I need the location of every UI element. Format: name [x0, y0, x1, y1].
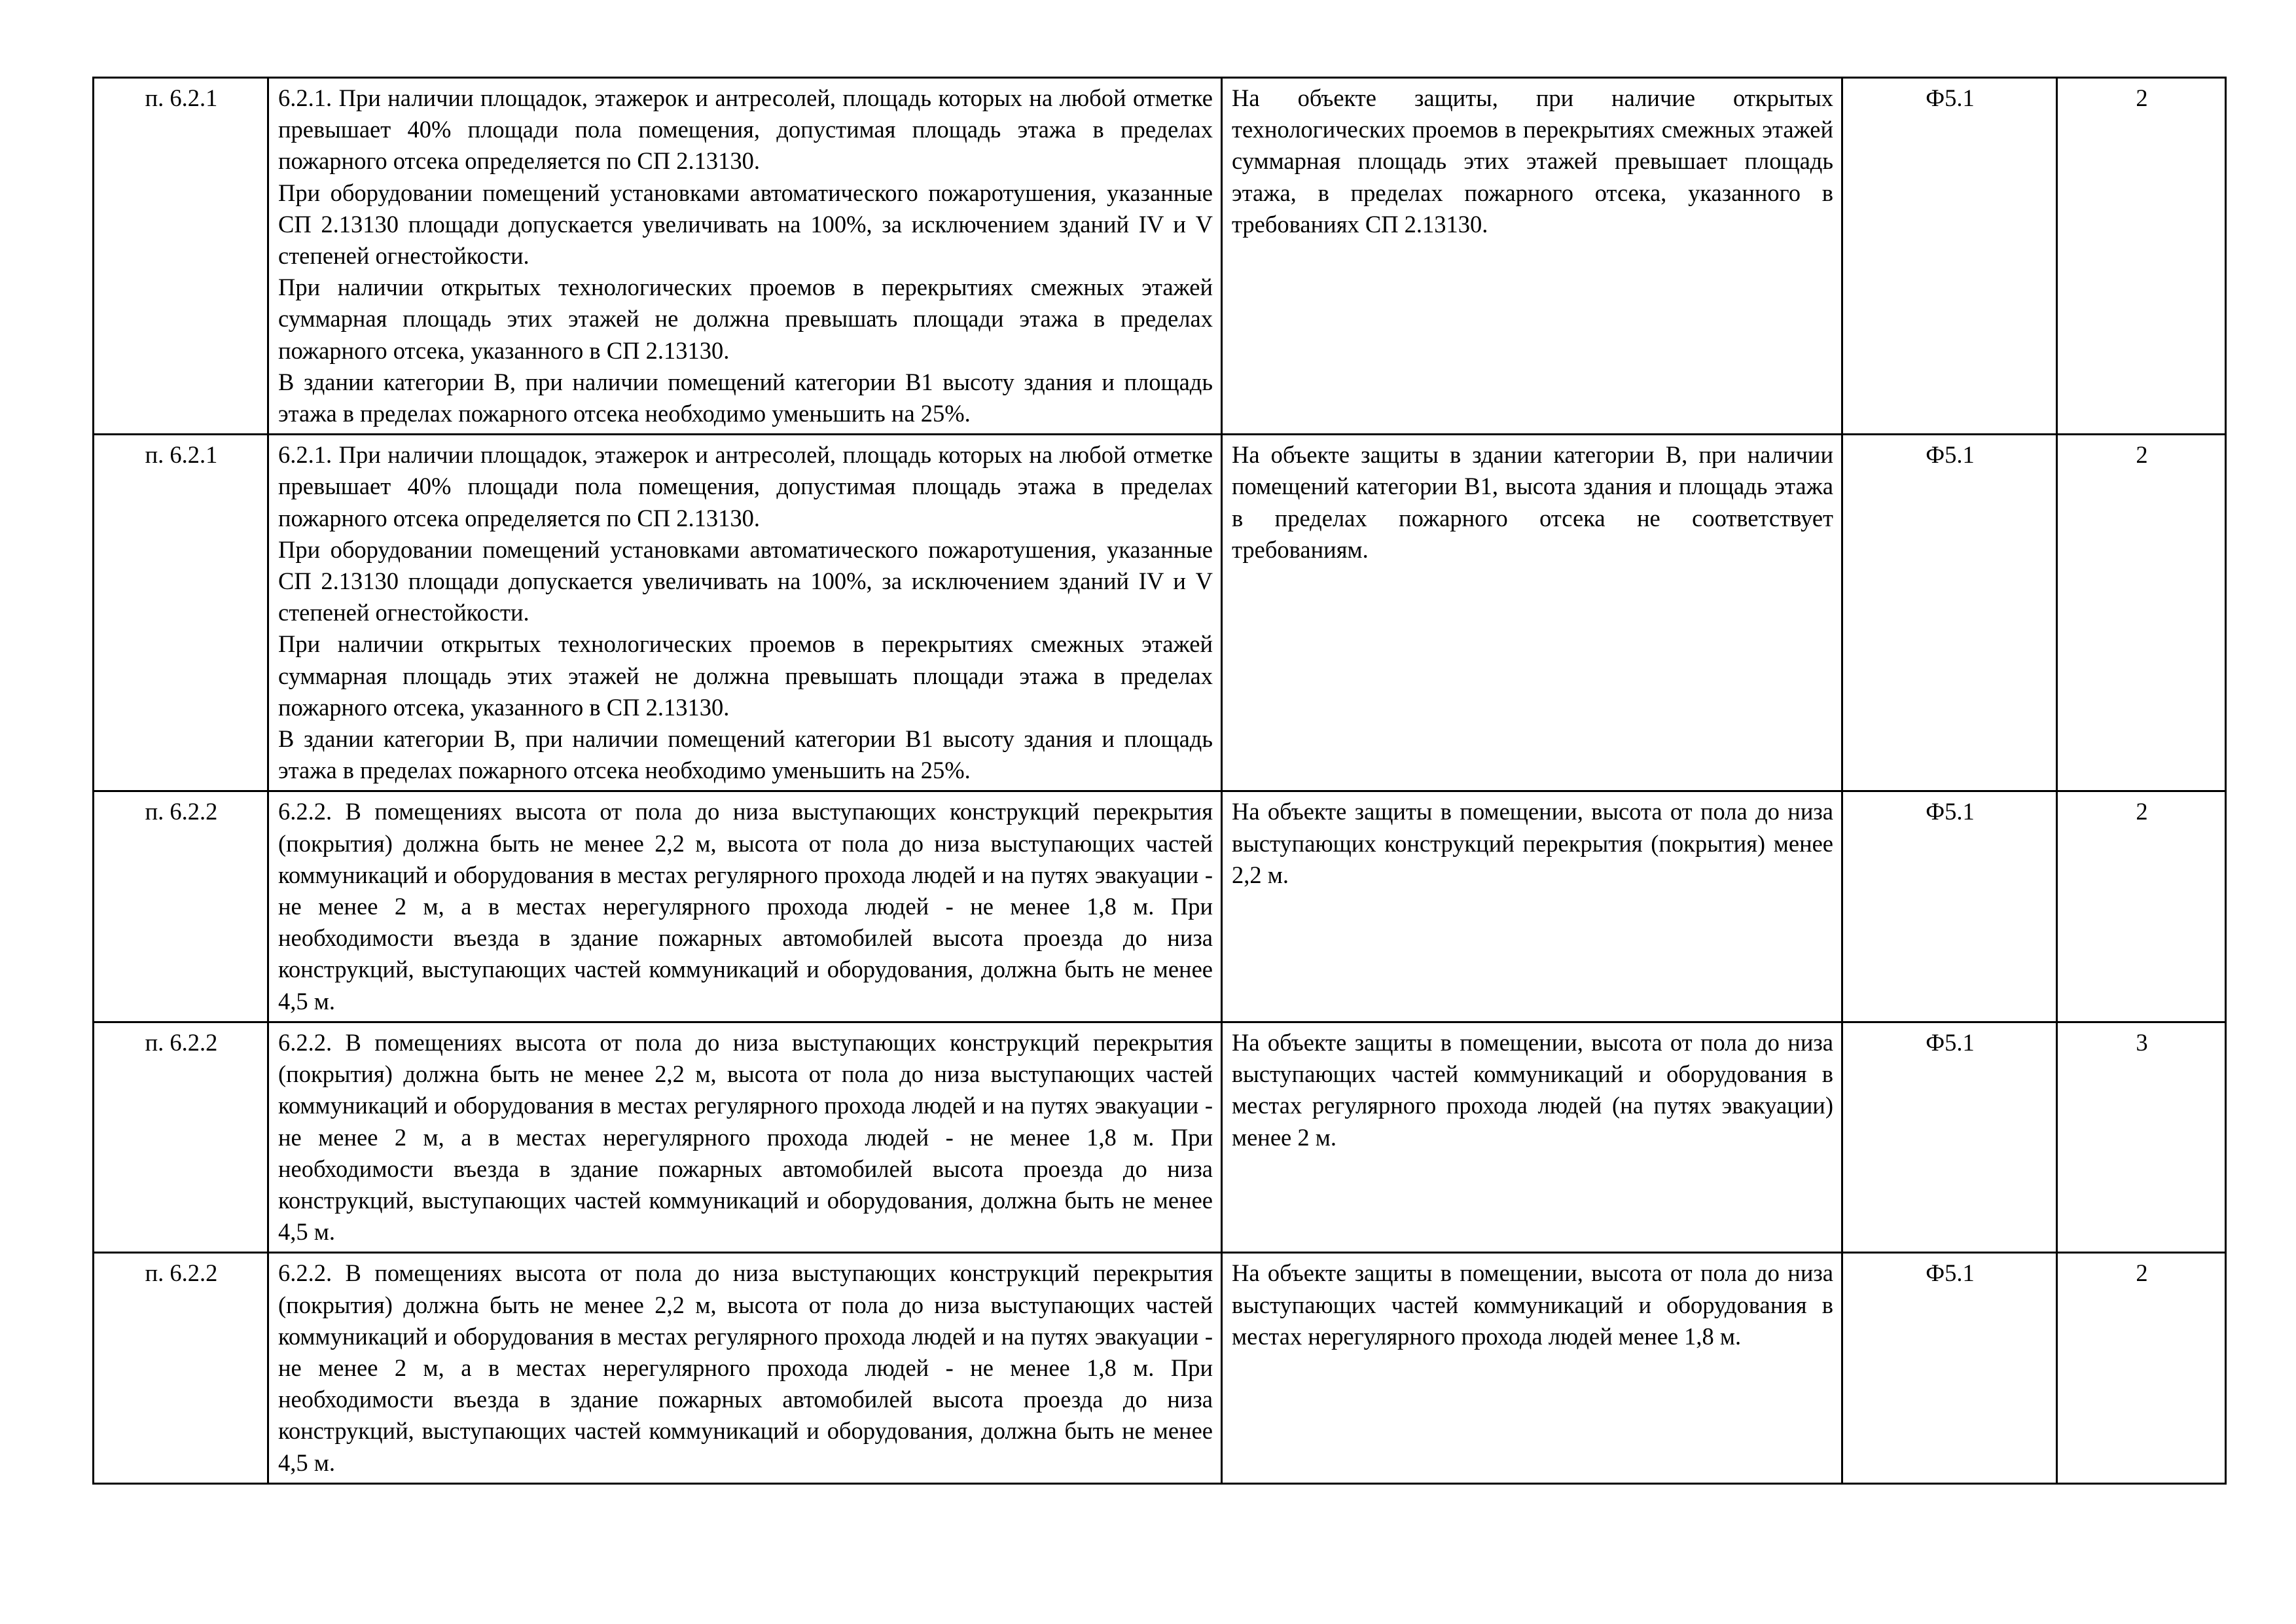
requirement-paragraph: 6.2.1. При наличии площадок, этажерок и антресолей, площадь которых на любой отметке превышает 40% площади пола помещения, допустимая площадь этажа в пределах пожарного отсека определяется по СП 2.13130.: [278, 84, 1213, 175]
violation-cell: [1222, 1022, 1842, 1252]
severity-cell: 3: [2057, 1022, 2226, 1252]
violation-cell: [1222, 1253, 1842, 1483]
requirement-cell: [268, 1253, 1222, 1483]
violation-cell: [1222, 791, 1842, 1022]
class-cell: Ф5.1: [1842, 435, 2057, 791]
violation-cell: [1222, 78, 1842, 435]
requirement-paragraph: 6.2.1. При наличии площадок, этажерок и антресолей, площадь которых на любой отметке превышает 40% площади пола помещения, допустимая площадь этажа в пределах пожарного отсека определяется по СП 2.13130.: [278, 441, 1213, 532]
violation-text: На объекте защиты в здании категории В, при наличии помещений категории В1, высота здания и площадь этажа в пределах пожарного отсека не соответствует требованиям.: [1232, 441, 1833, 563]
violation-text: На объекте защиты в помещении, высота от пола до низа выступающих частей коммуникаций и оборудования в местах нерегулярного прохода людей менее 1,8 м.: [1232, 1259, 1833, 1350]
severity-cell: 2: [2057, 78, 2226, 435]
severity-cell: 2: [2057, 791, 2226, 1022]
clause-cell: п. 6.2.2: [94, 791, 268, 1022]
requirement-paragraph: В здании категории В, при наличии помещений категории В1 высоту здания и площадь этажа в пределах пожарного отсека необходимо уменьшить на 25%.: [278, 725, 1213, 784]
clause-cell: п. 6.2.2: [94, 1253, 268, 1483]
requirement-cell: [268, 791, 1222, 1022]
severity-cell: 2: [2057, 1253, 2226, 1483]
class-cell: Ф5.1: [1842, 78, 2057, 435]
severity-cell: 2: [2057, 435, 2226, 791]
requirement-paragraph: При оборудовании помещений установками автоматического пожаротушения, указанные СП 2.13130 площади допускается увеличивать на 100%, за исключением зданий IV и V степеней огнестойкости.: [278, 179, 1213, 270]
table-row: [94, 1253, 2226, 1483]
table-row: [94, 435, 2226, 791]
requirement-paragraph: При оборудовании помещений установками автоматического пожаротушения, указанные СП 2.13130 площади допускается увеличивать на 100%, за исключением зданий IV и V степеней огнестойкости.: [278, 535, 1213, 626]
requirement-cell: [268, 1022, 1222, 1252]
requirement-paragraph: 6.2.2. В помещениях высота от пола до низа выступающих конструкций перекрытия (покрытия) должна быть не менее 2,2 м, высота от пола до низа выступающих частей коммуникаций и оборудования в местах регулярного прохода людей и на путях эвакуации - не менее 2 м, а в местах нерегулярного прохода людей - не менее 1,8 м. При необходимости въезда в здание пожарных автомобилей высота проезда до низа конструкций, выступающих частей коммуникаций и оборудования, должна быть не менее 4,5 м.: [278, 1259, 1213, 1476]
table-row: [94, 78, 2226, 435]
table-row: [94, 791, 2226, 1022]
requirements-table: [92, 77, 2227, 1485]
requirement-cell: [268, 78, 1222, 435]
violation-cell: [1222, 435, 1842, 791]
document-page: [92, 77, 2225, 1485]
table-row: [94, 1022, 2226, 1252]
requirement-cell: [268, 435, 1222, 791]
violation-text: На объекте защиты в помещении, высота от пола до низа выступающих конструкций перекрытия (покрытия) менее 2,2 м.: [1232, 798, 1833, 888]
violation-text: На объекте защиты, при наличие открытых технологических проемов в перекрытиях смежных этажей суммарная площадь этих этажей превышает площадь этажа, в пределах пожарного отсека, указанного в требованиях СП 2.13130.: [1232, 84, 1833, 238]
clause-cell: п. 6.2.2: [94, 1022, 268, 1252]
table-body: [94, 78, 2226, 1484]
requirement-paragraph: При наличии открытых технологических проемов в перекрытиях смежных этажей суммарная площадь этих этажей не должна превышать площади этажа в пределах пожарного отсека, указанного в СП 2.13130.: [278, 274, 1213, 364]
class-cell: Ф5.1: [1842, 1253, 2057, 1483]
requirement-paragraph: При наличии открытых технологических проемов в перекрытиях смежных этажей суммарная площадь этих этажей не должна превышать площади этажа в пределах пожарного отсека, указанного в СП 2.13130.: [278, 630, 1213, 721]
requirement-paragraph: В здании категории В, при наличии помещений категории В1 высоту здания и площадь этажа в пределах пожарного отсека необходимо уменьшить на 25%.: [278, 368, 1213, 427]
requirement-paragraph: 6.2.2. В помещениях высота от пола до низа выступающих конструкций перекрытия (покрытия) должна быть не менее 2,2 м, высота от пола до низа выступающих частей коммуникаций и оборудования в местах регулярного прохода людей и на путях эвакуации - не менее 2 м, а в местах нерегулярного прохода людей - не менее 1,8 м. При необходимости въезда в здание пожарных автомобилей высота проезда до низа конструкций, выступающих частей коммуникаций и оборудования, должна быть не менее 4,5 м.: [278, 798, 1213, 1015]
clause-cell: п. 6.2.1: [94, 78, 268, 435]
requirement-paragraph: 6.2.2. В помещениях высота от пола до низа выступающих конструкций перекрытия (покрытия) должна быть не менее 2,2 м, высота от пола до низа выступающих частей коммуникаций и оборудования в местах регулярного прохода людей и на путях эвакуации - не менее 2 м, а в местах нерегулярного прохода людей - не менее 1,8 м. При необходимости въезда в здание пожарных автомобилей высота проезда до низа конструкций, выступающих частей коммуникаций и оборудования, должна быть не менее 4,5 м.: [278, 1028, 1213, 1246]
clause-cell: п. 6.2.1: [94, 435, 268, 791]
class-cell: Ф5.1: [1842, 1022, 2057, 1252]
class-cell: Ф5.1: [1842, 791, 2057, 1022]
violation-text: На объекте защиты в помещении, высота от пола до низа выступающих частей коммуникаций и оборудования в местах регулярного прохода людей (на путях эвакуации) менее 2 м.: [1232, 1028, 1833, 1151]
